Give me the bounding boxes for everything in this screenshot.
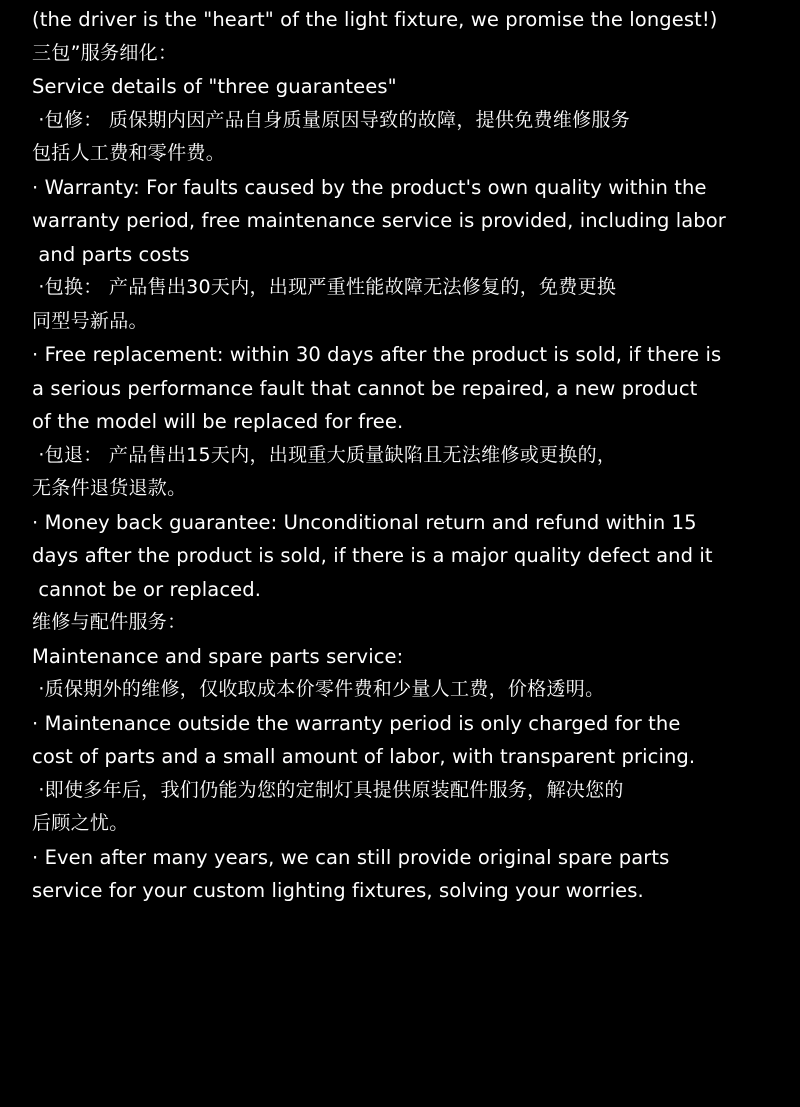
text-line: 包括人工费和零件费。 <box>32 142 226 164</box>
text-line: ·包退： 产品售出15天内，出现重大质量缺陷且无法维修或更换的， <box>32 443 617 466</box>
text-line: cannot be or replaced. <box>32 577 262 601</box>
text-line: · Free replacement: within 30 days after the product is sold, if there is <box>32 343 722 366</box>
text-line: · Maintenance outside the warranty period is only charged for the <box>32 711 681 735</box>
text-line: ·质保期外的维修，仅收取成本价零件费和少量人工费，价格透明。 <box>32 678 605 700</box>
text-line: 维修与配件服务： <box>32 611 187 633</box>
text-line: 同型号新品。 <box>32 309 148 332</box>
text-line: cost of parts and a small amount of labor, with transparent pricing. <box>32 745 696 768</box>
text-line: ·包换： 产品售出30天内，出现严重性能故障无法修复的，免费更换 <box>32 276 617 298</box>
text-line: service for your custom lighting fixtures, solving your worries. <box>32 879 644 902</box>
text-line: 三包”服务细化： <box>32 41 178 64</box>
text-line: Service details of "three guarantees" <box>32 75 397 98</box>
text-line: · Even after many years, we can still provide original spare parts <box>32 845 670 869</box>
text-line: ·包修： 质保期内因产品自身质量原因导致的故障，提供免费维修服务 <box>32 108 631 131</box>
text-line: 无条件退货退款。 <box>32 477 187 499</box>
text-line: and parts costs <box>32 242 190 266</box>
text-line: · Warranty: For faults caused by the product's own quality within the <box>32 175 707 199</box>
text-line: (the driver is the "heart" of the light fixture, we promise the longest!) <box>32 8 718 31</box>
text-line: 后顾之忧。 <box>32 812 129 834</box>
text-line: · Money back guarantee: Unconditional return and refund within 15 <box>32 510 697 534</box>
text-line: ·即使多年后，我们仍能为您的定制灯具提供原装配件服务，解决您的 <box>32 778 624 801</box>
text-line: a serious performance fault that cannot be repaired, a new product <box>32 376 698 400</box>
text-line: of the model will be replaced for free. <box>32 410 404 433</box>
text-line: Maintenance and spare parts service: <box>32 644 404 668</box>
bottom-empty-area <box>0 957 800 1107</box>
text-line: warranty period, free maintenance service is provided, including labor <box>32 209 726 232</box>
text-line: days after the product is sold, if there is a major quality defect and it <box>32 544 713 567</box>
